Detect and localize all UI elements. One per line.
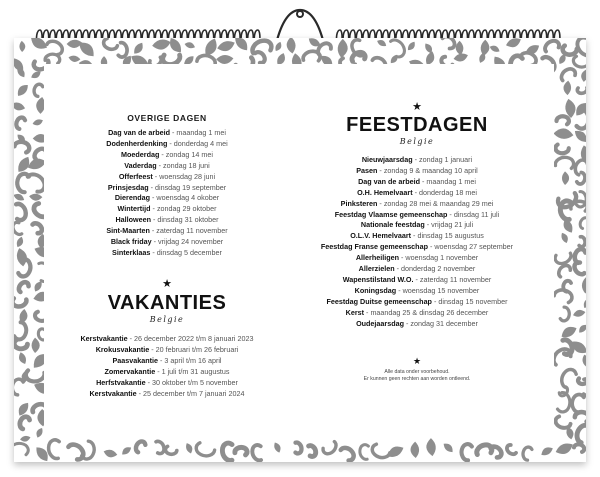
feestdagen-date: zondag 28 mei & maandag 29 mei bbox=[383, 198, 494, 208]
leopard-spot bbox=[559, 367, 577, 389]
feestdagen-name: Feestdag Duitse gemeenschap bbox=[326, 296, 432, 306]
leopard-spot bbox=[577, 323, 586, 335]
leopard-spot bbox=[387, 38, 408, 59]
separator: - bbox=[412, 155, 419, 164]
feestdagen-name: Feestdag Vlaamse gemeenschap bbox=[334, 209, 448, 219]
separator: - bbox=[169, 128, 177, 137]
overige-name: Sint-Maarten bbox=[106, 226, 150, 236]
leopard-spot bbox=[582, 297, 586, 309]
feestdagen-row bbox=[282, 253, 552, 264]
disclaimer-line-2: Er kunnen geen rechten aan worden ontleend. bbox=[363, 376, 471, 382]
feestdagen-name: Allerheiligen bbox=[355, 253, 399, 263]
leopard-spot bbox=[582, 277, 586, 294]
vakanties-list bbox=[52, 334, 282, 399]
leopard-spot bbox=[132, 41, 146, 56]
feestdagen-date: woensdag 15 november bbox=[402, 285, 480, 295]
separator: - bbox=[156, 160, 163, 170]
overige-date: zondag 14 mei bbox=[165, 149, 213, 159]
overige-name: Offerfeest bbox=[118, 171, 153, 181]
feestdagen-date: dinsdag 15 november bbox=[438, 296, 508, 306]
feestdagen-date: vrijdag 21 juli bbox=[431, 220, 474, 230]
feestdagen-date: zondag 9 & maandag 10 april bbox=[383, 165, 478, 175]
feestdagen-star-icon: ★ bbox=[412, 101, 422, 113]
overige-name: Moederdag bbox=[121, 149, 160, 159]
leopard-spot bbox=[572, 56, 586, 68]
vakanties-subtitle: Belgie bbox=[149, 315, 185, 324]
leopard-spot bbox=[359, 444, 371, 460]
overige-date: zondag 18 juni bbox=[162, 160, 210, 170]
leopard-spot bbox=[14, 202, 28, 221]
feestdagen-name: Wapenstilstand W.O. bbox=[342, 274, 414, 284]
overige-dagen-title: OVERIGE DAGEN bbox=[127, 113, 207, 123]
leopard-spot bbox=[553, 128, 574, 140]
separator: - bbox=[412, 187, 419, 197]
vakanties-star-icon: ★ bbox=[162, 278, 172, 290]
leopard-spot bbox=[505, 444, 518, 456]
leopard-spot bbox=[556, 116, 569, 124]
feestdagen-row bbox=[282, 220, 552, 231]
feestdagen-row bbox=[282, 297, 552, 308]
overige-date: vrijdag 24 november bbox=[158, 237, 224, 247]
leopard-spot bbox=[14, 141, 30, 153]
leopard-spot bbox=[553, 289, 572, 303]
feestdagen-name: Kerst bbox=[345, 307, 365, 317]
feestdagen-date: woensdag 27 september bbox=[434, 242, 514, 252]
overige-name: Dag van de arbeid bbox=[108, 128, 170, 137]
feestdagen-name: Allerzielen bbox=[358, 264, 395, 274]
feestdagen-date: maandag 1 mei bbox=[426, 176, 476, 186]
vakanties-name: Kerstvakantie bbox=[89, 388, 137, 398]
leopard-spot bbox=[33, 83, 43, 97]
content-area bbox=[44, 64, 554, 437]
separator: - bbox=[396, 285, 403, 295]
overige-name: Dodenherdenking bbox=[106, 138, 168, 148]
overige-name: Dierendag bbox=[114, 193, 150, 203]
separator: - bbox=[377, 165, 384, 175]
overige-name: Wintertijd bbox=[117, 204, 151, 214]
leopard-spot bbox=[274, 41, 283, 53]
leopard-spot bbox=[14, 101, 26, 113]
leopard-spot bbox=[306, 444, 317, 457]
leopard-spot bbox=[582, 354, 586, 367]
feestdagen-row bbox=[282, 308, 552, 319]
leopard-spot bbox=[68, 55, 81, 63]
separator: - bbox=[150, 204, 157, 214]
overige-name: Prinsjesdag bbox=[107, 182, 149, 192]
separator: - bbox=[427, 242, 435, 252]
vakanties-row bbox=[52, 389, 282, 400]
separator: - bbox=[424, 220, 432, 230]
leopard-spot bbox=[134, 440, 146, 454]
leopard-spot bbox=[102, 38, 118, 51]
leopard-spot bbox=[455, 41, 464, 56]
leopard-spot bbox=[302, 49, 321, 64]
overige-row bbox=[52, 204, 282, 215]
separator: - bbox=[394, 264, 401, 274]
leopard-spot bbox=[489, 44, 501, 54]
leopard-spot bbox=[543, 38, 561, 54]
overige-date: dinsdag 5 december bbox=[156, 247, 222, 257]
overige-row bbox=[52, 128, 282, 139]
leopard-spot bbox=[15, 116, 26, 129]
leopard-spot bbox=[539, 445, 554, 458]
separator: - bbox=[167, 138, 174, 148]
leopard-spot bbox=[15, 247, 29, 267]
separator: - bbox=[148, 182, 155, 192]
feestdagen-name: Oudejaarsdag bbox=[356, 318, 404, 328]
feestdagen-date: zaterdag 11 november bbox=[419, 274, 492, 284]
overige-row bbox=[52, 237, 282, 248]
separator: - bbox=[159, 149, 166, 159]
feestdagen-row bbox=[282, 155, 552, 166]
feestdagen-date: woensdag 1 november bbox=[405, 253, 479, 263]
leopard-spot bbox=[18, 415, 30, 430]
feestdagen-name: Pasen bbox=[356, 165, 378, 175]
vakanties-name: Krokusvakantie bbox=[95, 344, 150, 354]
separator: - bbox=[155, 366, 162, 376]
leopard-spot bbox=[480, 39, 490, 56]
feestdagen-row bbox=[282, 177, 552, 188]
leopard-spot bbox=[15, 82, 30, 98]
separator: - bbox=[411, 231, 418, 241]
leopard-spot bbox=[556, 263, 571, 279]
leopard-spot bbox=[184, 442, 194, 455]
feestdagen-date: dinsdag 15 augustus bbox=[417, 231, 484, 241]
overige-date: zaterdag 11 november bbox=[156, 226, 228, 236]
leopard-spot bbox=[559, 324, 578, 340]
separator: - bbox=[399, 253, 406, 263]
leopard-spot bbox=[14, 378, 23, 395]
vakanties-date: 1 juli t/m 31 augustus bbox=[161, 366, 230, 376]
feestdagen-name: Dag van de arbeid bbox=[358, 176, 420, 186]
overige-dagen-list bbox=[52, 128, 282, 259]
leopard-spot bbox=[554, 249, 573, 265]
leopard-spot bbox=[19, 41, 25, 52]
leopard-spot bbox=[165, 446, 177, 455]
leopard-spot bbox=[578, 216, 586, 229]
overige-row bbox=[52, 183, 282, 194]
separator: - bbox=[377, 198, 384, 208]
feestdagen-name: Nationale feestdag bbox=[360, 220, 425, 230]
leopard-spot bbox=[578, 236, 586, 247]
leopard-spot bbox=[426, 438, 437, 457]
leopard-spot bbox=[563, 45, 577, 54]
feestdagen-title: FEESTDAGEN bbox=[346, 114, 488, 136]
leopard-spot bbox=[184, 41, 196, 50]
leopard-spot bbox=[572, 394, 584, 412]
feestdagen-row bbox=[282, 166, 552, 177]
leopard-spot bbox=[103, 448, 118, 459]
leopard-spot bbox=[461, 444, 472, 460]
feestdagen-name: O.L.V. Hemelvaart bbox=[350, 231, 412, 241]
leopard-spot bbox=[440, 38, 457, 50]
leopard-spot bbox=[14, 296, 27, 308]
overige-name: Black friday bbox=[110, 237, 152, 247]
overige-row bbox=[52, 139, 282, 150]
leopard-spot bbox=[554, 441, 575, 458]
leopard-spot bbox=[47, 439, 63, 460]
leopard-spot bbox=[555, 156, 574, 170]
leopard-spot bbox=[560, 307, 569, 321]
leopard-spot bbox=[120, 445, 133, 457]
overige-date: dinsdag 19 september bbox=[155, 182, 227, 192]
leopard-spot bbox=[337, 39, 349, 59]
leopard-spot bbox=[376, 38, 388, 48]
leopard-spot bbox=[572, 308, 586, 318]
separator: - bbox=[419, 176, 427, 186]
feestdagen-row bbox=[282, 319, 552, 330]
leopard-spot bbox=[555, 144, 569, 153]
feestdagen-row bbox=[282, 264, 552, 275]
overige-row bbox=[52, 161, 282, 172]
overige-date: woensdag 28 juni bbox=[159, 171, 216, 181]
separator: - bbox=[431, 296, 439, 306]
vakanties-title: VAKANTIES bbox=[107, 292, 227, 314]
feestdagen-row bbox=[282, 286, 552, 297]
feestdagen-name: O.H. Hemelvaart bbox=[357, 187, 413, 197]
leopard-spot bbox=[17, 280, 30, 293]
separator: - bbox=[149, 226, 157, 236]
vakanties-row bbox=[52, 367, 282, 378]
feestdagen-row bbox=[282, 275, 552, 286]
separator: - bbox=[447, 209, 454, 219]
separator: - bbox=[413, 274, 420, 284]
leopard-spot bbox=[575, 423, 586, 444]
note-star-icon: ★ bbox=[412, 356, 422, 366]
vakanties-row bbox=[52, 356, 282, 367]
vakanties-date: 30 oktober t/m 5 november bbox=[152, 377, 238, 387]
leopard-spot bbox=[153, 440, 166, 455]
feestdagen-row bbox=[282, 231, 552, 242]
leopard-spot bbox=[17, 351, 28, 365]
separator: - bbox=[151, 215, 158, 225]
leopard-spot bbox=[216, 39, 236, 54]
leopard-spot bbox=[166, 38, 184, 55]
leopard-spot bbox=[577, 85, 586, 94]
overige-row bbox=[52, 150, 282, 161]
leopard-spot bbox=[35, 427, 45, 439]
vakanties-date: 3 april t/m 16 april bbox=[164, 355, 222, 365]
feestdagen-date: donderdag 2 november bbox=[401, 264, 476, 274]
leopard-spot bbox=[32, 118, 44, 127]
vakanties-date: 26 december 2022 t/m 8 januari 2023 bbox=[134, 334, 254, 343]
leopard-spot bbox=[562, 171, 569, 185]
feestdagen-date: zondag 1 januari bbox=[418, 155, 473, 164]
leopard-spot bbox=[505, 38, 523, 50]
feestdagen-name: Pinksteren bbox=[340, 198, 378, 208]
leopard-spot bbox=[410, 442, 419, 459]
leopard-spot bbox=[14, 221, 25, 236]
leopard-spot bbox=[32, 338, 40, 353]
feestdagen-date: donderdag 18 mei bbox=[418, 187, 477, 197]
separator: - bbox=[150, 193, 157, 203]
overige-name: Halloween bbox=[115, 215, 152, 225]
leopard-spot bbox=[522, 447, 532, 461]
feestdagen-date: zondag 31 december bbox=[410, 318, 478, 328]
leopard-spot bbox=[216, 55, 234, 65]
vakanties-row bbox=[52, 378, 282, 389]
leopard-spot bbox=[559, 66, 577, 83]
overige-name: Sinterklaas bbox=[112, 247, 151, 257]
feestdagen-row bbox=[282, 210, 552, 221]
vakanties-name: Paasvakantie bbox=[112, 355, 159, 365]
overige-date: maandag 1 mei bbox=[176, 128, 226, 137]
leopard-spot bbox=[554, 416, 572, 430]
feestdagen-subtitle: Belgie bbox=[399, 137, 435, 146]
overige-row bbox=[52, 248, 282, 259]
leopard-spot bbox=[560, 232, 570, 245]
vakanties-row bbox=[52, 345, 282, 356]
disclaimer-line-1: Alle data onder voorbehoud. bbox=[384, 369, 450, 375]
leopard-spot bbox=[573, 443, 585, 452]
feestdagen-row bbox=[282, 188, 552, 199]
separator: - bbox=[149, 344, 156, 354]
vakanties-name: Herfstvakantie bbox=[96, 377, 146, 387]
leopard-spot bbox=[563, 80, 571, 95]
separator: - bbox=[150, 247, 157, 257]
leopard-spot bbox=[339, 445, 357, 462]
leopard-spot bbox=[232, 38, 251, 53]
hanger-hook-top bbox=[297, 11, 303, 17]
overige-date: woensdag 4 okober bbox=[156, 193, 220, 203]
leopard-spot bbox=[572, 261, 586, 276]
separator: - bbox=[136, 388, 144, 398]
calendar-page bbox=[14, 38, 586, 462]
leopard-spot bbox=[406, 40, 417, 52]
leopard-spot bbox=[14, 442, 29, 456]
vakanties-row bbox=[52, 334, 282, 345]
vakanties-name: Kerstvakantie bbox=[80, 334, 128, 343]
leopard-spot bbox=[31, 221, 44, 234]
leopard-spot bbox=[286, 38, 296, 54]
feestdagen-name: Feestdag Franse gemeenschap bbox=[320, 242, 428, 252]
separator: - bbox=[151, 237, 158, 247]
separator: - bbox=[127, 334, 135, 343]
feestdagen-name: Koningsdag bbox=[354, 285, 397, 295]
feestdagen-row bbox=[282, 242, 552, 253]
leopard-spot bbox=[234, 447, 247, 456]
leopard-spot bbox=[20, 435, 32, 443]
leopard-spot bbox=[273, 441, 283, 454]
separator: - bbox=[145, 377, 153, 387]
leopard-spot bbox=[25, 368, 45, 382]
overige-date: zondag 29 oktober bbox=[156, 204, 217, 214]
vakanties-date: 20 februari t/m 26 februari bbox=[155, 344, 239, 354]
feestdagen-row bbox=[282, 199, 552, 210]
separator: - bbox=[364, 307, 371, 317]
overige-date: donderdag 4 mei bbox=[173, 138, 228, 148]
feestdagen-list bbox=[282, 155, 552, 330]
feestdagen-date: maandag 25 & dinsdag 26 december bbox=[370, 307, 489, 317]
leopard-spot bbox=[151, 38, 171, 51]
leopard-spot bbox=[442, 441, 455, 454]
overige-row bbox=[52, 193, 282, 204]
separator: - bbox=[404, 318, 411, 328]
overige-name: Vaderdag bbox=[124, 160, 157, 170]
feestdagen-name: Nieuwjaarsdag bbox=[361, 155, 413, 164]
overige-row bbox=[52, 172, 282, 183]
overige-date: dinsdag 31 oktober bbox=[157, 215, 219, 225]
leopard-spot bbox=[575, 412, 586, 422]
overige-row bbox=[52, 226, 282, 237]
leopard-spot bbox=[293, 441, 303, 454]
feestdagen-date: dinsdag 11 juli bbox=[453, 209, 500, 219]
leopard-spot bbox=[250, 444, 264, 462]
leopard-spot bbox=[195, 442, 215, 457]
leopard-spot bbox=[322, 439, 339, 456]
disclaimer-note bbox=[282, 369, 552, 383]
leopard-spot bbox=[371, 443, 391, 459]
leopard-spot bbox=[29, 193, 43, 201]
vakanties-name: Zomervakantie bbox=[104, 366, 156, 376]
separator: - bbox=[158, 355, 165, 365]
overige-row bbox=[52, 215, 282, 226]
leopard-spot bbox=[15, 236, 25, 249]
leopard-spot bbox=[580, 69, 586, 83]
separator: - bbox=[152, 171, 160, 181]
vakanties-date: 25 december t/m 7 januari 2024 bbox=[143, 388, 245, 398]
